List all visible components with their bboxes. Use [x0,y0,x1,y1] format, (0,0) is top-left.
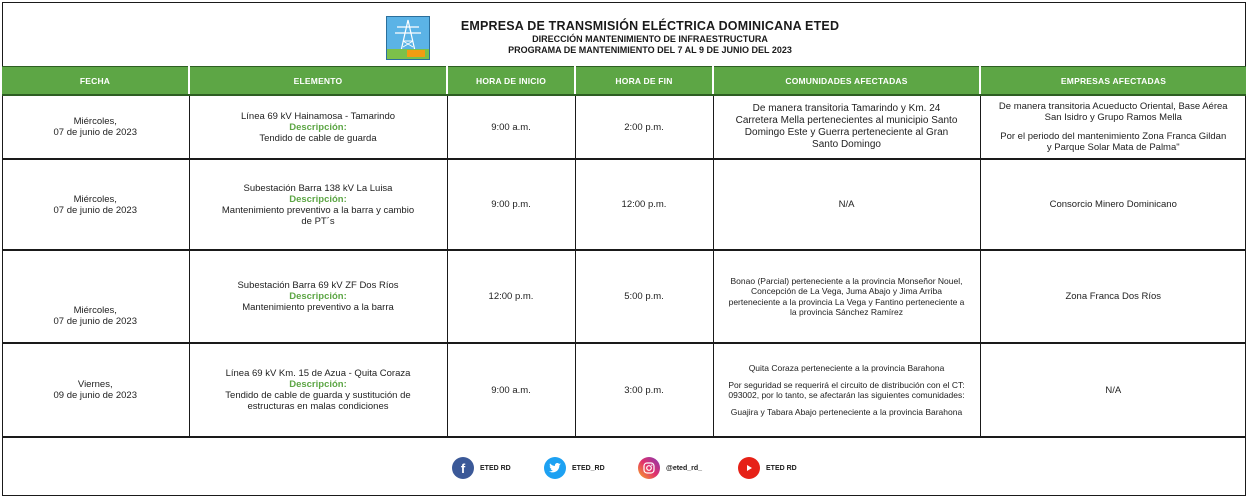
date-value: 07 de junio de 2023 [53,127,137,138]
eted-logo [386,16,430,60]
companies-text: De manera transitoria Acueducto Oriental, Base Aérea San Isidro y Grupo Ramos Mella [998,101,1228,123]
description-label: Descripción: [289,193,347,205]
youtube-icon [738,457,760,479]
date-cell [2,159,189,250]
communities-text: Quita Coraza perteneciente a la provincia Barahona [748,363,945,373]
program-subtitle: PROGRAMA DE MANTENIMIENTO DEL 7 AL 9 DE JUNIO DEL 2023 [508,45,792,55]
element-cell [189,343,447,437]
description-label: Descripción: [289,379,347,390]
facebook-link[interactable] [452,456,511,480]
date-day: Miércoles, [73,304,117,316]
table-row [2,343,1246,437]
companies-cell: N/A [980,343,1246,437]
start-time-cell: 9:00 a.m. [447,95,575,159]
instagram-handle: @eted_rd_ [666,464,703,472]
instagram-link[interactable] [638,456,702,480]
instagram-icon [638,457,660,479]
companies-cell [980,95,1246,159]
youtube-link[interactable] [738,456,797,480]
end-time-cell: 5:00 p.m. [575,250,713,343]
department-subtitle: DIRECCIÓN MANTENIMIENTO DE INFRAESTRUCTURA [532,34,768,44]
element-cell [189,159,447,250]
date-day: Miércoles, [73,193,117,205]
date-day: Viernes, [77,379,113,390]
communities-cell: De manera transitoria Tamarindo y Km. 24 Carretera Mella pertenecientes al municipio Santo Domingo Este y Guerra perteneciente al Gran Santo Domingo [713,95,980,159]
table-header-row [2,67,1246,96]
communities-cell [713,343,980,437]
companies-cell: Consorcio Minero Dominicano [980,159,1246,250]
date-value: 09 de junio de 2023 [53,390,137,401]
date-cell [2,250,189,343]
twitter-link[interactable] [544,456,605,480]
element-name: Línea 69 kV Km. 15 de Azua - Quita Coraza [225,368,411,379]
date-cell [2,95,189,159]
description-text: Mantenimiento preventivo a la barra y cambio de PT´s [221,204,415,227]
description-text: Mantenimiento preventivo a la barra [242,302,394,313]
element-name: Línea 69 kV Hainamosa - Tamarindo [240,110,396,122]
table-row [2,159,1246,250]
description-text: Tendido de cable de guarda [259,132,377,144]
table-row [2,250,1246,343]
document-header [0,0,1250,66]
facebook-handle: ETED RD [480,464,511,472]
communities-cell: N/A [713,159,980,250]
communities-text-2: Por seguridad se requerirá el circuito de distribución con el CT: 093002, por lo tanto, se afectarán las siguientes comunidades: [728,379,965,400]
end-time-cell: 2:00 p.m. [575,95,713,159]
start-time-cell: 12:00 p.m. [447,250,575,343]
date-day: Miércoles, [73,116,117,127]
end-time-cell: 3:00 p.m. [575,343,713,437]
column-header-elemento: ELEMENTO [189,67,447,96]
start-time-cell: 9:00 a.m. [447,343,575,437]
element-cell [189,95,447,159]
description-label: Descripción: [289,121,347,133]
end-time-cell: 12:00 p.m. [575,159,713,250]
twitter-handle: ETED_RD [572,464,605,472]
maintenance-table [2,66,1246,438]
element-name: Subestación Barra 69 kV ZF Dos Ríos [237,280,399,291]
column-header-fecha: FECHA [2,67,189,96]
date-value: 07 de junio de 2023 [53,315,137,327]
start-time-cell: 9:00 p.m. [447,159,575,250]
communities-cell: Bonao (Parcial) perteneciente a la provincia Monseñor Nouel, Concepción de La Vega, Juma Abajo y Jima Arriba perteneciente a la provincia La Vega y Fantino perteneciente a la provincia Sánchez Ramírez [713,250,980,343]
column-header-hora-inicio: HORA DE INICIO [447,67,575,96]
header-titles [440,19,860,56]
column-header-comunidades: COMUNIDADES AFECTADAS [713,67,980,96]
description-text: Tendido de cable de guarda y sustitución de estructuras en malas condiciones [225,390,411,412]
companies-text-2: Por el periodo del mantenimiento Zona Franca Gildan y Parque Solar Mata de Palma" [1000,131,1227,153]
facebook-icon: f [452,457,474,479]
social-footer [0,448,1250,488]
element-cell [189,250,447,343]
companies-cell: Zona Franca Dos Ríos [980,250,1246,343]
youtube-handle: ETED RD [766,464,797,472]
company-title: EMPRESA DE TRANSMISIÓN ELÉCTRICA DOMINICANA ETED [460,19,840,33]
date-cell [2,343,189,437]
table-row [2,95,1246,159]
communities-text-3: Guajira y Tabara Abajo perteneciente a la provincia Barahona [730,406,963,417]
column-header-empresas: EMPRESAS AFECTADAS [980,67,1246,96]
date-value: 07 de junio de 2023 [53,204,137,216]
element-name: Subestación Barra 138 kV La Luisa [243,182,393,194]
twitter-icon [544,457,566,479]
column-header-hora-fin: HORA DE FIN [575,67,713,96]
description-label: Descripción: [289,291,347,302]
